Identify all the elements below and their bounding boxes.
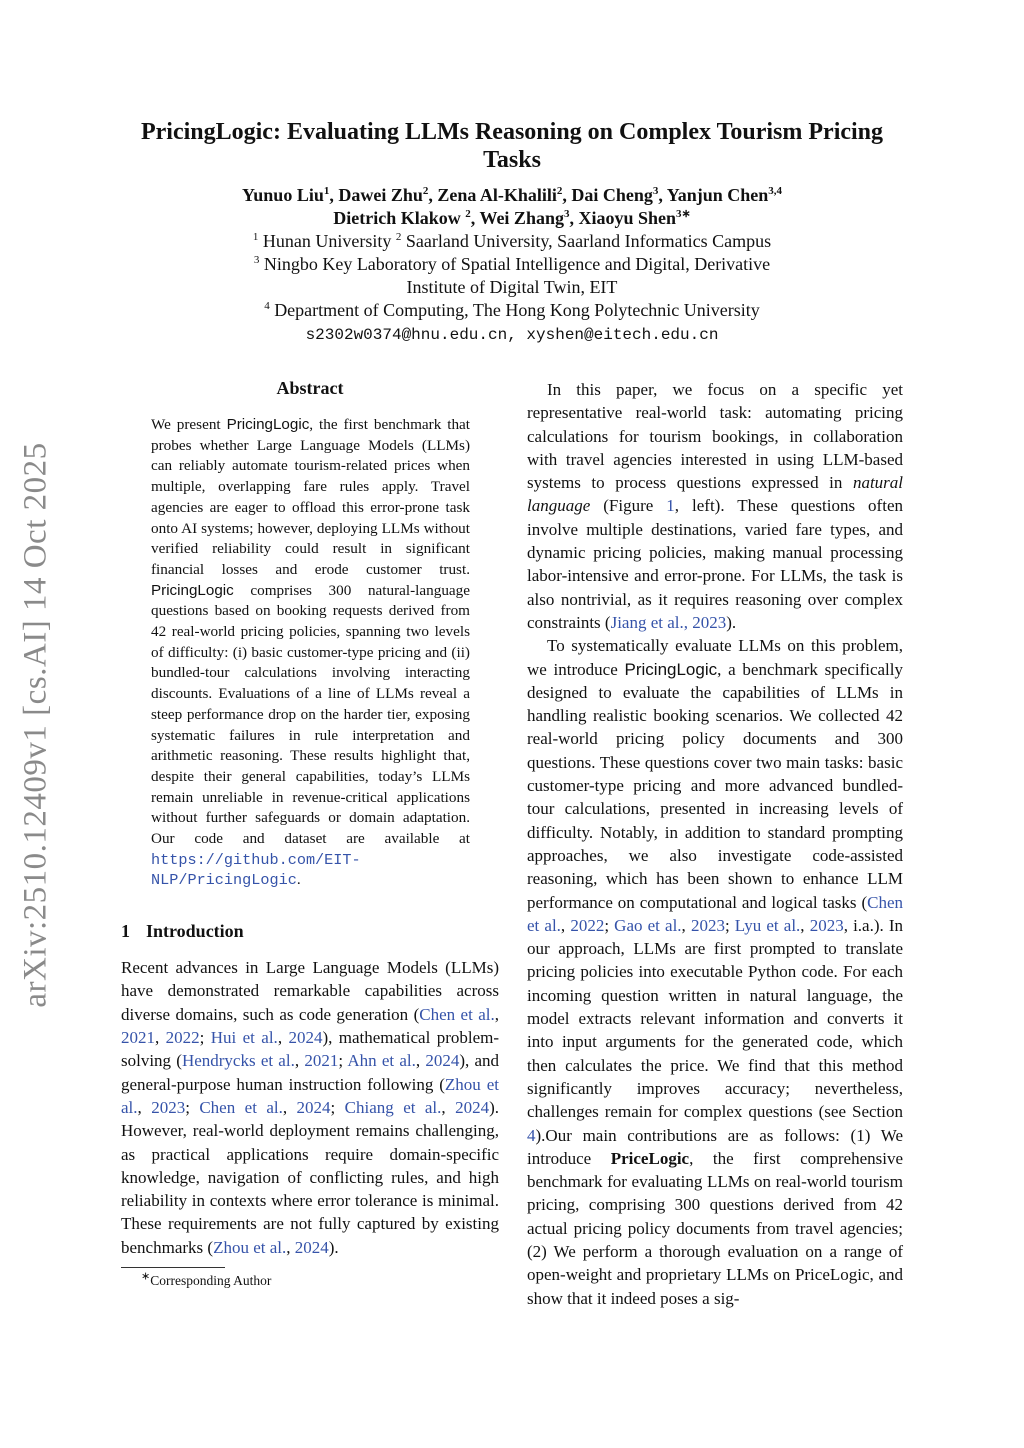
text-run: ). bbox=[328, 1237, 339, 1257]
text-run: To systematically evaluate LLMs on this problem, we introduce bbox=[527, 636, 903, 679]
citation-link[interactable]: Jiang et al., 2023 bbox=[610, 612, 727, 632]
text-run: , bbox=[494, 1004, 499, 1024]
text-run: , bbox=[415, 1051, 426, 1071]
text-run: ; bbox=[338, 1051, 348, 1071]
author-name: Yanjun Chen bbox=[666, 185, 769, 205]
citation-link[interactable]: Lyu et al. bbox=[734, 915, 801, 935]
text-run: , left). These questions often involve multiple destinations, varied fare types, and dynamic pricing policies, making manual processing labor-intensive and error-prone. For LLMs, the task is also nontrivial, as it requires reasoning over complex constraints ( bbox=[527, 496, 903, 632]
text-run: ; bbox=[604, 915, 615, 935]
citation-link[interactable]: Zhou et al. bbox=[121, 1074, 499, 1117]
citation-link[interactable]: 2023 bbox=[151, 1097, 186, 1117]
citation-link[interactable]: Chen et al. bbox=[419, 1004, 495, 1024]
footnote-mark: ∗ bbox=[141, 1270, 151, 1283]
text-run: , bbox=[277, 1028, 289, 1048]
text-run: , a benchmark specifically designed to evaluate the capabilities of LLMs in handling realistic booking scenarios. We collected 42 real-world pricing policy documents and 300 questions. These questions cover two main tasks: basic customer-type pricing and more advanced bundled-tour calculations, presented in increasing levels of difficulty. Notably, in addition to standard prompting approaches, we also investigate code-assisted reasoning, which has been shown to enhance LLM performance on computational and logical tasks ( bbox=[527, 659, 904, 912]
citation-link[interactable]: Hui et al. bbox=[210, 1028, 278, 1048]
text-run: ; bbox=[724, 915, 735, 935]
affil-mark: 3 bbox=[253, 254, 260, 266]
benchmark-name: PricingLogic bbox=[151, 581, 234, 599]
section-heading bbox=[121, 921, 499, 942]
text-run: natural language bbox=[527, 473, 903, 516]
affiliation-line bbox=[110, 230, 914, 253]
repo-link[interactable]: https://github.com/EIT-NLP/PricingLogic bbox=[151, 850, 361, 890]
citation-link[interactable]: 2021 bbox=[304, 1051, 339, 1071]
text-run: In this paper, we focus on a specific yet representative real-world task: automating pricing calculations for tourism bookings, in collaboration with travel agencies interested in using LLM-based systems to process questions expressed in bbox=[527, 380, 903, 493]
author-name: Dawei Zhu bbox=[338, 185, 423, 205]
affiliation-line bbox=[110, 276, 914, 299]
citation-link[interactable]: 2023 bbox=[690, 915, 725, 935]
author-affil: 1 bbox=[323, 185, 330, 197]
citation-link[interactable]: 2023 bbox=[809, 915, 844, 935]
text-run: ), and general-purpose human instruction following ( bbox=[121, 1051, 500, 1094]
citation-link[interactable]: Chiang et al. bbox=[344, 1097, 442, 1117]
text-run: , bbox=[681, 915, 691, 935]
left-column bbox=[121, 378, 499, 1289]
author-affil: 2 bbox=[465, 208, 471, 220]
body-paragraph bbox=[527, 634, 903, 1310]
author-name: Yunuo Liu bbox=[241, 185, 324, 205]
text-run: , bbox=[294, 1051, 305, 1071]
text-run: , bbox=[441, 1097, 456, 1117]
citation-link[interactable]: 2022 bbox=[570, 915, 605, 935]
abstract-part: . bbox=[296, 871, 301, 889]
affil-mark: 1 bbox=[252, 231, 259, 243]
text-run: , bbox=[800, 915, 810, 935]
author-affil: 2 bbox=[556, 185, 563, 197]
footnote-rule bbox=[121, 1267, 225, 1268]
benchmark-name: PricingLogic bbox=[226, 416, 310, 433]
affiliation-line bbox=[110, 299, 914, 322]
paper-header bbox=[110, 118, 914, 346]
affil-text: Department of Computing, The Hong Kong Polytechnic University bbox=[274, 300, 760, 320]
text-run: ), mathematical problem-solving ( bbox=[121, 1028, 500, 1071]
text-run: ). However, real-world deployment remains challenging, as practical applications require domain-specific knowledge, navigation of conflicting rules, and high reliability in contexts where error tolerance is minimal. These requirements are not fully captured by existing benchmarks ( bbox=[121, 1097, 499, 1257]
affil-mark: 2 bbox=[395, 231, 402, 243]
text-run: ). bbox=[726, 612, 737, 632]
citation-link[interactable]: 2024 bbox=[455, 1097, 490, 1117]
author-name: Wei Zhang bbox=[479, 208, 564, 228]
text-run: ).Our main contributions are as follows: (1) We introduce bbox=[527, 1125, 903, 1168]
email-address[interactable]: s2302w0374@hnu.edu.cn bbox=[305, 326, 508, 344]
affil-text: Hunan University bbox=[262, 231, 392, 251]
author-affil: 2 bbox=[422, 185, 429, 197]
citation-link[interactable]: 2024 bbox=[294, 1237, 329, 1257]
body-paragraph bbox=[527, 378, 903, 634]
citation-link[interactable]: Hendrycks et al. bbox=[181, 1051, 295, 1071]
text-run: , bbox=[282, 1097, 297, 1117]
author-affil: 3 bbox=[652, 185, 659, 197]
text-run: (Figure bbox=[590, 496, 667, 516]
text-run: ; bbox=[330, 1097, 345, 1117]
section-link[interactable]: 4 bbox=[527, 1125, 536, 1145]
email-address[interactable]: xyshen@eitech.edu.cn bbox=[526, 326, 719, 344]
text-run: , bbox=[286, 1237, 295, 1257]
text-run: ; bbox=[199, 1028, 211, 1048]
text-run: ; bbox=[185, 1097, 200, 1117]
citation-link[interactable]: 2021 bbox=[121, 1028, 155, 1048]
intro-paragraph bbox=[121, 956, 499, 1259]
footnote bbox=[121, 1270, 499, 1289]
abstract-part: comprises 300 natural-language questions based on booking requests derived from 42 real-world pricing policies, spanning two levels of difficulty: (i) basic customer-type pricing and (ii) bundled-tour calculations involving interacting discounts. Evaluations of a line of LLMs reveal a steep performance drop on the harder tier, exposing systematic failures in rule interpretation and arithmetic reasoning. These results highlight that, despite their general capabilities, today’s LLMs remain unreliable in revenue-critical applications without further safeguards or domain adaptation. Our code and dataset are available at bbox=[151, 581, 471, 848]
citation-link[interactable]: 2024 bbox=[288, 1028, 323, 1048]
affil-text: Institute of Digital Twin, EIT bbox=[406, 277, 618, 297]
text-run: , bbox=[155, 1028, 166, 1048]
arxiv-id-text: arXiv:2510.12409v1 [cs.AI] 14 Oct 2025 bbox=[17, 442, 54, 1008]
affil-mark: 4 bbox=[264, 300, 270, 312]
section-title: Introduction bbox=[146, 921, 244, 942]
author-name: Dai Cheng bbox=[571, 185, 653, 205]
right-column bbox=[527, 378, 903, 1310]
citation-link[interactable]: 2024 bbox=[296, 1097, 331, 1117]
text-run: PriceLogic bbox=[610, 1148, 690, 1168]
text-run: , the first comprehensive benchmark for evaluating LLMs on real-world tourism pricing, comprising 300 questions derived from 42 actual pricing policy documents from travel agencies; (2) We perform a thorough evaluation on a range of open-weight and proprietary LLMs on PriceLogic, and show that it indeed poses a sig- bbox=[527, 1148, 903, 1308]
text-run: , i.a.). In our approach, LLMs are first prompted to translate pricing policies into executable Python code. For each incoming question written in natural language, the model extracts relevant information and converts it into input arguments for the generated code, which then calculates the price. We find that this method significantly improves accuracy; nevertheless, challenges remain for complex questions (see Section bbox=[527, 915, 904, 1122]
citation-link[interactable]: 2024 bbox=[425, 1051, 460, 1071]
abstract-part: We present bbox=[151, 416, 221, 433]
abstract-part: , the first benchmark that probes whether Large Language Models (LLMs) can reliably automate tourism-related prices when multiple, overlapping fare rules apply. Travel agencies are eager to offload this error-prone task onto AI systems; however, deploying LLMs without verified reliability could result in significant financial losses and erode customer trust. bbox=[151, 416, 471, 578]
section-number: 1 bbox=[121, 921, 130, 942]
citation-link[interactable]: Zhou et al. bbox=[213, 1237, 287, 1257]
figure-link[interactable]: 1 bbox=[666, 496, 675, 516]
citation-link[interactable]: 2022 bbox=[165, 1028, 200, 1048]
author-list: Yunuo Liu$^1$, Dawei Zhu$^2$, Zena Al-Khalili$^2$, Dai Cheng$^3$, Yanjun Chen$^{3,4}$ Dietrich Klakow $^2$, Wei Zhang$^3$, Xiaoyu Shen$^{3∗}$ bbox=[241, 185, 783, 228]
author-affil: 3,4 bbox=[768, 185, 783, 197]
paper-title: PricingLogic: Evaluating LLMs Reasoning on Complex Tourism Pricing Tasks bbox=[140, 119, 884, 173]
email-line: s2302w0374@hnu.edu.cn, xyshen@eitech.edu.cn bbox=[305, 326, 719, 344]
benchmark-name: PricingLogic bbox=[624, 659, 718, 679]
citation-link[interactable]: Gao et al. bbox=[614, 915, 682, 935]
affiliation-line bbox=[110, 253, 914, 276]
footnote-text: Corresponding Author bbox=[150, 1273, 272, 1289]
text-run: Recent advances in Large Language Models (LLMs) have demonstrated remarkable capabilities across diverse domains, such as code generation ( bbox=[121, 958, 499, 1024]
author-name: Zena Al-Khalili bbox=[437, 185, 557, 205]
author-affil: 3∗ bbox=[676, 208, 691, 220]
affil-text: Ningbo Key Laboratory of Spatial Intelligence and Digital, Derivative bbox=[263, 254, 771, 274]
text-run: , bbox=[137, 1097, 152, 1117]
author-name: Xiaoyu Shen bbox=[578, 208, 677, 228]
abstract-text bbox=[151, 415, 470, 891]
text-run: , bbox=[560, 915, 571, 935]
author-affil: 3 bbox=[563, 208, 570, 220]
citation-link[interactable]: Ahn et al. bbox=[347, 1051, 416, 1071]
affil-text: Saarland University, Saarland Informatics Campus bbox=[405, 231, 772, 251]
citation-link[interactable]: Chen et al. bbox=[199, 1097, 283, 1117]
abstract-heading: Abstract bbox=[276, 378, 344, 398]
citation-link[interactable]: Chen et al. bbox=[527, 892, 903, 935]
author-name: Dietrich Klakow bbox=[333, 208, 461, 228]
arxiv-watermark bbox=[14, 430, 58, 1020]
